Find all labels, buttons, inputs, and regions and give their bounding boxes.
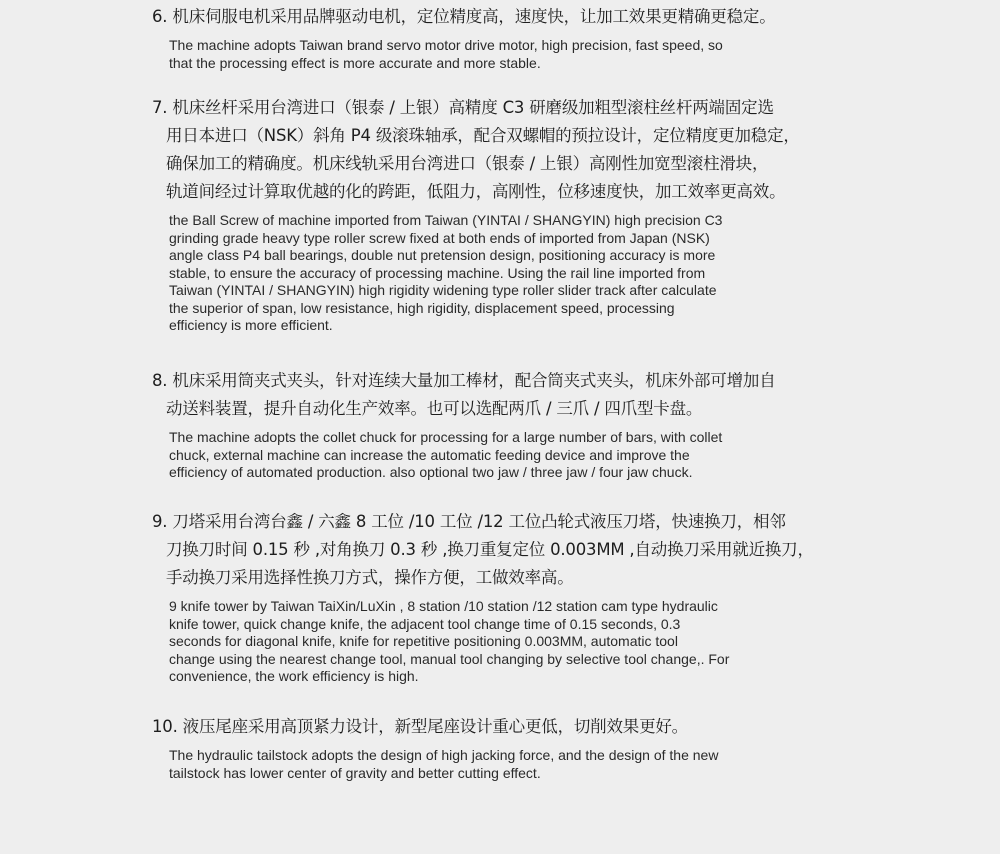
item-9-en-line-3: seconds for diagonal knife, knife for repetitive positioning 0.003MM, automatic tool <box>169 633 678 649</box>
spec-item-6 <box>152 3 852 72</box>
item-6-zh-line-1: 6. 机床伺服电机采用品牌驱动电机，定位精度高，速度快，让加工效果更精确更稳定。 <box>152 7 776 26</box>
item-6-en-line-2: that the processing effect is more accurate and more stable. <box>169 54 541 71</box>
item-9-en-text <box>169 598 819 686</box>
item-7-en-line-3: angle class P4 ball bearings, double nut pretension design, positioning accuracy is more <box>169 247 716 263</box>
item-6-en-line-1: The machine adopts Taiwan brand servo motor drive motor, high precision, fast speed, so <box>169 37 723 53</box>
spec-item-7 <box>152 94 852 335</box>
item-8-en-line-3: efficiency of automated production. also optional two jaw / three jaw / four jaw chuck. <box>169 464 693 480</box>
item-7-en-line-7: efficiency is more efficient. <box>169 317 333 333</box>
item-8-en-line-1: The machine adopts the collet chuck for processing for a large number of bars, with collet <box>169 429 723 445</box>
item-9-zh-line-2: 刀换刀时间 0.15 秒 ,对角换刀 0.3 秒 ,换刀重复定位 0.003MM ,自动换刀采用就近换刀， <box>166 540 814 559</box>
item-7-zh-line-1: 7. 机床丝杆采用台湾进口（银泰 / 上银）高精度 C3 研磨级加粗型滚柱丝杆两端固定选 <box>152 98 774 117</box>
item-7-zh-line-2: 用日本进口（NSK）斜角 P4 级滚珠轴承，配合双螺帽的预拉设计，定位精度更加稳定， <box>166 126 800 145</box>
item-9-zh-line-1: 9. 刀塔采用台湾台鑫 / 六鑫 8 工位 /10 工位 /12 工位凸轮式液压刀塔，快速换刀，相邻 <box>152 512 786 531</box>
item-10-zh-line-1: 10. 液压尾座采用高顶紧力设计，新型尾座设计重心更低，切削效果更好。 <box>152 717 688 736</box>
item-9-en-line-4: change using the nearest change tool, manual tool changing by selective tool change,. For <box>169 650 730 667</box>
spec-item-10 <box>152 713 852 782</box>
item-7-en-text <box>169 212 819 335</box>
item-7-en-line-2: grinding grade heavy type roller screw fixed at both ends of imported from Japan (NSK) <box>169 229 710 246</box>
item-10-en-text <box>169 747 819 782</box>
item-7-en-line-6: the superior of span, low resistance, high rigidity, displacement speed, processing <box>169 299 675 316</box>
item-7-en-line-4: stable, to ensure the accuracy of processing machine. Using the rail line imported from <box>169 264 706 281</box>
item-10-en-line-2: tailstock has lower center of gravity and better cutting effect. <box>169 764 541 781</box>
item-8-en-text <box>169 429 819 482</box>
item-8-en-line-2: chuck, external machine can increase the automatic feeding device and improve the <box>169 446 690 463</box>
spec-item-9 <box>152 508 852 686</box>
item-7-zh-line-3: 确保加工的精确度。机床线轨采用台湾进口（银泰 / 上银）高刚性加宽型滚柱滑块， <box>166 154 769 173</box>
item-9-en-line-5: convenience, the work efficiency is high. <box>169 668 419 684</box>
item-7-en-line-1: the Ball Screw of machine imported from Taiwan (YINTAI / SHANGYIN) high precision C3 <box>169 212 723 228</box>
item-8-zh-line-2: 动送料装置，提升自动化生产效率。也可以选配两爪 / 三爪 / 四爪型卡盘。 <box>166 399 703 418</box>
item-8-zh-line-1: 8. 机床采用筒夹式夹头，针对连续大量加工棒材，配合筒夹式夹头，机床外部可增加自 <box>152 371 776 390</box>
item-6-en-text <box>169 37 819 72</box>
item-9-en-line-1: 9 knife tower by Taiwan TaiXin/LuXin , 8 station /10 station /12 station cam type hydraulic <box>169 598 718 614</box>
item-7-zh-line-4: 轨道间经过计算取优越的化的跨距，低阻力，高刚性，位移速度快，加工效率更高效。 <box>166 182 786 201</box>
item-9-en-line-2: knife tower, quick change knife, the adjacent tool change time of 0.15 seconds, 0.3 <box>169 615 681 632</box>
item-7-en-line-5: Taiwan (YINTAI / SHANGYIN) high rigidity widening type roller slider track after calculate <box>169 282 717 298</box>
item-10-en-line-1: The hydraulic tailstock adopts the design of high jacking force, and the design of the new <box>169 747 719 763</box>
item-9-zh-line-3: 手动换刀采用选择性换刀方式，操作方便，工做效率高。 <box>166 568 574 587</box>
spec-item-8 <box>152 367 852 482</box>
